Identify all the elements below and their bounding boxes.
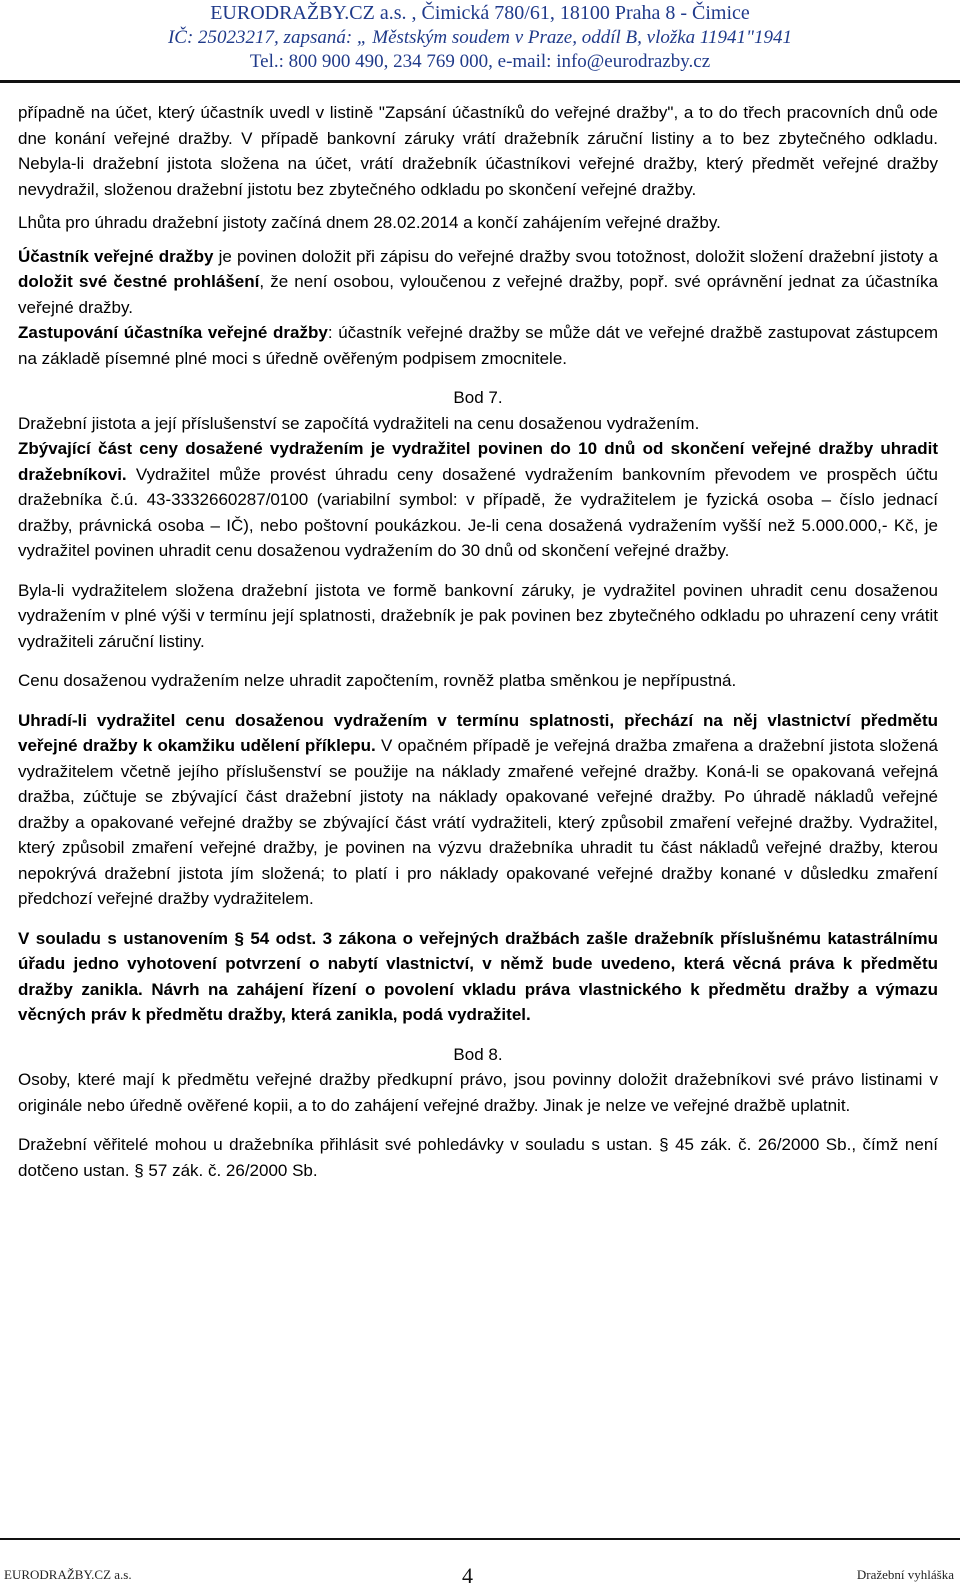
paragraph-preemption-right: Osoby, které mají k předmětu veřejné dražby předkupní právo, jsou povinny doložit dražebníkovi své právo listinami v originále nebo úředně ověřené kopii, a to do zahájení veřejné dražby. Jinak je nelze ve veřejné dražbě uplatnit.	[18, 1070, 938, 1115]
footer-document-title: Dražební vyhláška	[856, 1567, 954, 1582]
text: Vydražitel může provést úhradu ceny dosažené vydražením bankovním převodem ve prospěch účtu dražebníka č.ú. 43-3332660287/0100 (variabilní symbol: v případě, že vydražitelem je fyzická osoba – číslo jednací dražby, právnická osoba – IČ), nebo poštovní poukázkou. Je-li cena dosažená vydražením vyšší než 5.000.000,- Kč, je vydražitel povinen uhradit cenu dosaženou vydražením do 30 dnů od skončení veřejné dražby.	[18, 464, 938, 560]
paragraph-bank-guarantee: Byla-li vydražitelem složena dražební jistota ve formě bankovní záruky, je vydražitel povinen uhradit cenu dosaženou vydražením v plné výši v termínu její splatnosti, dražebník je pak povinen bez zbytečného odkladu po uhrazení ceny vrátit vydražiteli záruční listiny.	[18, 580, 938, 651]
paragraph-refund: případně na účet, který účastník uvedl v listině "Zapsání účastníků do veřejné dražby", a to do třech pracovních dnů ode dne konání veřejné dražby. V případě bankovní záruky vrátí dražebník záruční listiny a to bez zbytečného odkladu. Nebyla-li dražební jistota složena na účet, vrátí dražebník účastníkovi veřejné dražby, který předmět veřejné dražby nevydražil, složenou dražební jistotu bez zbytečného odkladu po skončení veřejné dražby.	[18, 103, 938, 199]
text: , že není osobou, vyloučenou z veřejné dražby, popř. své oprávnění jednat za účastníka veřejné dražby.	[18, 272, 938, 317]
letterhead	[0, 0, 960, 74]
paragraph-cadastral-office	[18, 926, 938, 1028]
paragraph-payment	[18, 436, 938, 564]
bold-text: Zastupování účastníka veřejné dražby	[18, 323, 328, 342]
footer-divider	[0, 1538, 960, 1540]
footer-company: EURODRAŽBY.CZ a.s.	[4, 1567, 132, 1582]
section-heading-bod7: Bod 7.	[453, 388, 503, 407]
text: : účastník veřejné dražby se může dát ve veřejné dražbě zastupovat zástupcem na základě písemné plné moci s úředně ověřeným podpisem zmocnitele.	[18, 323, 938, 368]
paragraph-participant-duties	[18, 244, 938, 321]
header-divider	[0, 80, 960, 83]
text: V opačném případě je veřejná dražba zmařena a dražební jistota složená vydražitelem včetně jejího příslušenství se použije na náklady zmařené veřejné dražby. Koná-li se opakovaná veřejná dražba, zúčtuje se zbývající část dražební jistoty na náklady opakované veřejné dražby. Po úhradě nákladů veřejné dražby a opakované veřejné dražby se zbývající část vrátí vydražiteli, který způsobil zmaření veřejné dražby. Vydražitel, který způsobil zmaření veřejné dražby, je povinen na výzvu dražebníka uhradit tu část nákladů veřejné dražby, kterou nepokrývá dražební jistota jím složená; to platí i pro náklady opakované veřejné dražby konané v důsledku zmaření předchozí veřejné dražby vydražitelem.	[18, 736, 938, 908]
document-body	[18, 100, 938, 1183]
bold-text: doložit své čestné prohlášení	[18, 272, 260, 291]
section-heading-bod8: Bod 8.	[453, 1044, 503, 1064]
bold-text: Uhradí-li vydražitel cenu dosaženou vydražením v termínu splatnosti, přechází na něj vlastnictví předmětu veřejné dražby k okamžiku udělení příklepu.	[18, 710, 938, 755]
page-number: 4	[462, 1563, 473, 1588]
paragraph-representation	[18, 320, 938, 371]
bold-text: Účastník veřejné dražby	[18, 246, 214, 266]
letterhead-company: EURODRAŽBY.CZ a.s. , Čimická 780/61, 18100 Praha 8 - Čimice	[210, 2, 750, 24]
bold-text: Zbývající část ceny dosažené vydražením je vydražitel povinen do 10 dnů od skončení veřejné dražby uhradit dražebníkovi.	[18, 439, 938, 484]
paragraph-deposit-deadline: Lhůta pro úhradu dražební jistoty začíná dnem 28.02.2014 a končí zahájením veřejné dražby.	[18, 213, 721, 232]
paragraph-no-offset: Cenu dosaženou vydražením nelze uhradit započtením, rovněž platba směnkou je nepřípustná.	[18, 671, 737, 690]
letterhead-contact: Tel.: 800 900 490, 234 769 000, e-mail: info@eurodrazby.cz	[249, 51, 711, 72]
paragraph-ownership-transfer	[18, 708, 938, 912]
text: je povinen doložit při zápisu do veřejné dražby svou totožnost, doložit složení dražební jistoty a	[213, 246, 938, 266]
paragraph-creditors: Dražební věřitelé mohou u dražebníka přihlásit své pohledávky v souladu s ustan. § 45 zák. č. 26/2000 Sb., čímž není dotčeno ustan. § 57 zák. č. 26/2000 Sb.	[18, 1135, 938, 1180]
bold-text: V souladu s ustanovením § 54 odst. 3 zákona o veřejných dražbách zašle dražebník příslušnému katastrálnímu úřadu jedno vyhotovení potvrzení o nabytí vlastnictví, v němž bude uvedeno, která věcná práva k předmětu dražby zanikla. Návrh na zahájení řízení o povolení vkladu práva vlastnického k předmětu dražby a výmazu věcných práv k předmětu dražby, která zanikla, podá vydražitel.	[18, 928, 938, 1024]
paragraph-deposit-counted: Dražební jistota a její příslušenství se započítá vydražiteli na cenu dosaženou vydražením.	[18, 413, 700, 433]
letterhead-registration: IČ: 25023217, zapsaná: „ Městským soudem v Praze, oddíl B, vložka 11941"1941	[167, 27, 792, 48]
